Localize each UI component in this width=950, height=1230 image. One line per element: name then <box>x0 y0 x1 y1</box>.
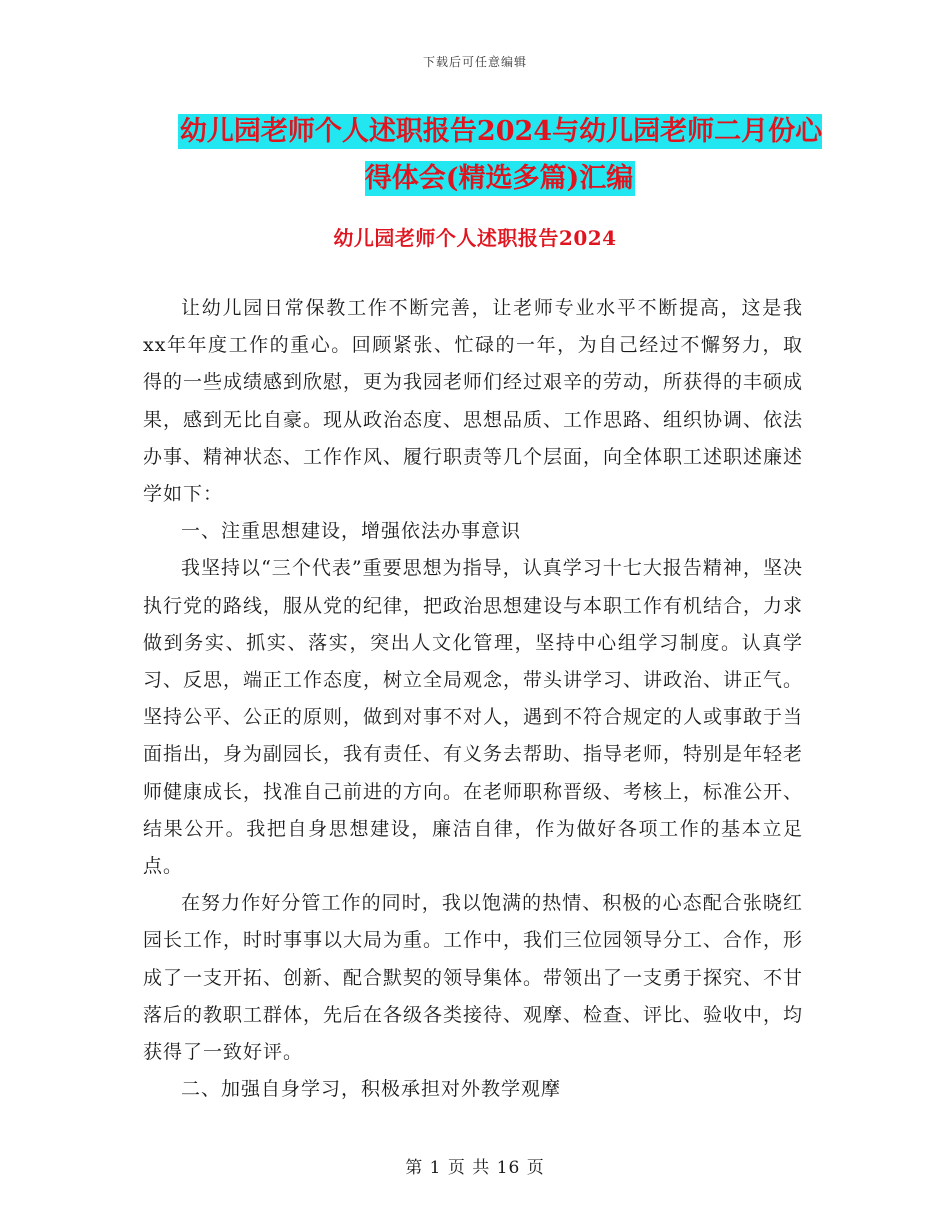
header-note: 下载后可任意编辑 <box>422 55 527 69</box>
heading-section-2: 二、加强自身学习，积极承担对外教学观摩 <box>181 1078 562 1101</box>
document-title <box>170 108 830 202</box>
document-body <box>143 290 803 1108</box>
heading-section-1: 一、注重思想建设，增强依法办事意识 <box>181 520 522 543</box>
page-footer: 第 1 页 共 16 页 <box>405 1158 545 1178</box>
document-title-text: 幼儿园老师个人述职报告2024与幼儿园老师二月份心得体会(精选多篇)汇编 <box>179 116 823 194</box>
paragraph-ideology: 我坚持以“三个代表”重要思想为指导，认真学习十七大报告精神，坚决执行党的路线，服从党的纪律，把政治思想建设与本职工作有机结合，力求做到务实、抓实、落实，突出人文化管理，坚持中心组学习制度。认真学习、反思，端正工作态度，树立全局观念，带头讲学习、讲政治、讲正气。坚持公平、公正的原则，做到对事不对人，遇到不符合规定的人或事敢于当面指出，身为副园长，我有责任、有义务去帮助、指导老师，特别是年轻老师健康成长，找准自己前进的方向。在老师职称晋级、考核上，标准公开、结果公开。我把自身思想建设，廉洁自律，作为做好各项工作的基本立足点。 <box>143 557 804 878</box>
paragraph-intro: 让幼儿园日常保教工作不断完善，让老师专业水平不断提高，这是我xx年年度工作的重心。回顾紧张、忙碌的一年，为自己经过不懈努力，取得的一些成绩感到欣慰，更为我园老师们经过艰辛的劳动，所获得的丰硕成果，感到无比自豪。现从政治态度、思想品质、工作思路、组织协调、依法办事、精神状态、工作作风、履行职责等几个层面，向全体职工述职述廉述学如下： <box>143 297 804 506</box>
paragraph-teamwork: 在努力作好分管工作的同时，我以饱满的热情、积极的心态配合张晓红园长工作，时时事事以大局为重。工作中，我们三位园领导分工、合作，形成了一支开拓、创新、配合默契的领导集体。带领出了一支勇于探究、不甘落后的教职工群体，先后在各级各类接待、观摩、检查、评比、验收中，均获得了一致好评。 <box>143 892 804 1064</box>
section-title: 幼儿园老师个人述职报告2024 <box>333 226 617 250</box>
